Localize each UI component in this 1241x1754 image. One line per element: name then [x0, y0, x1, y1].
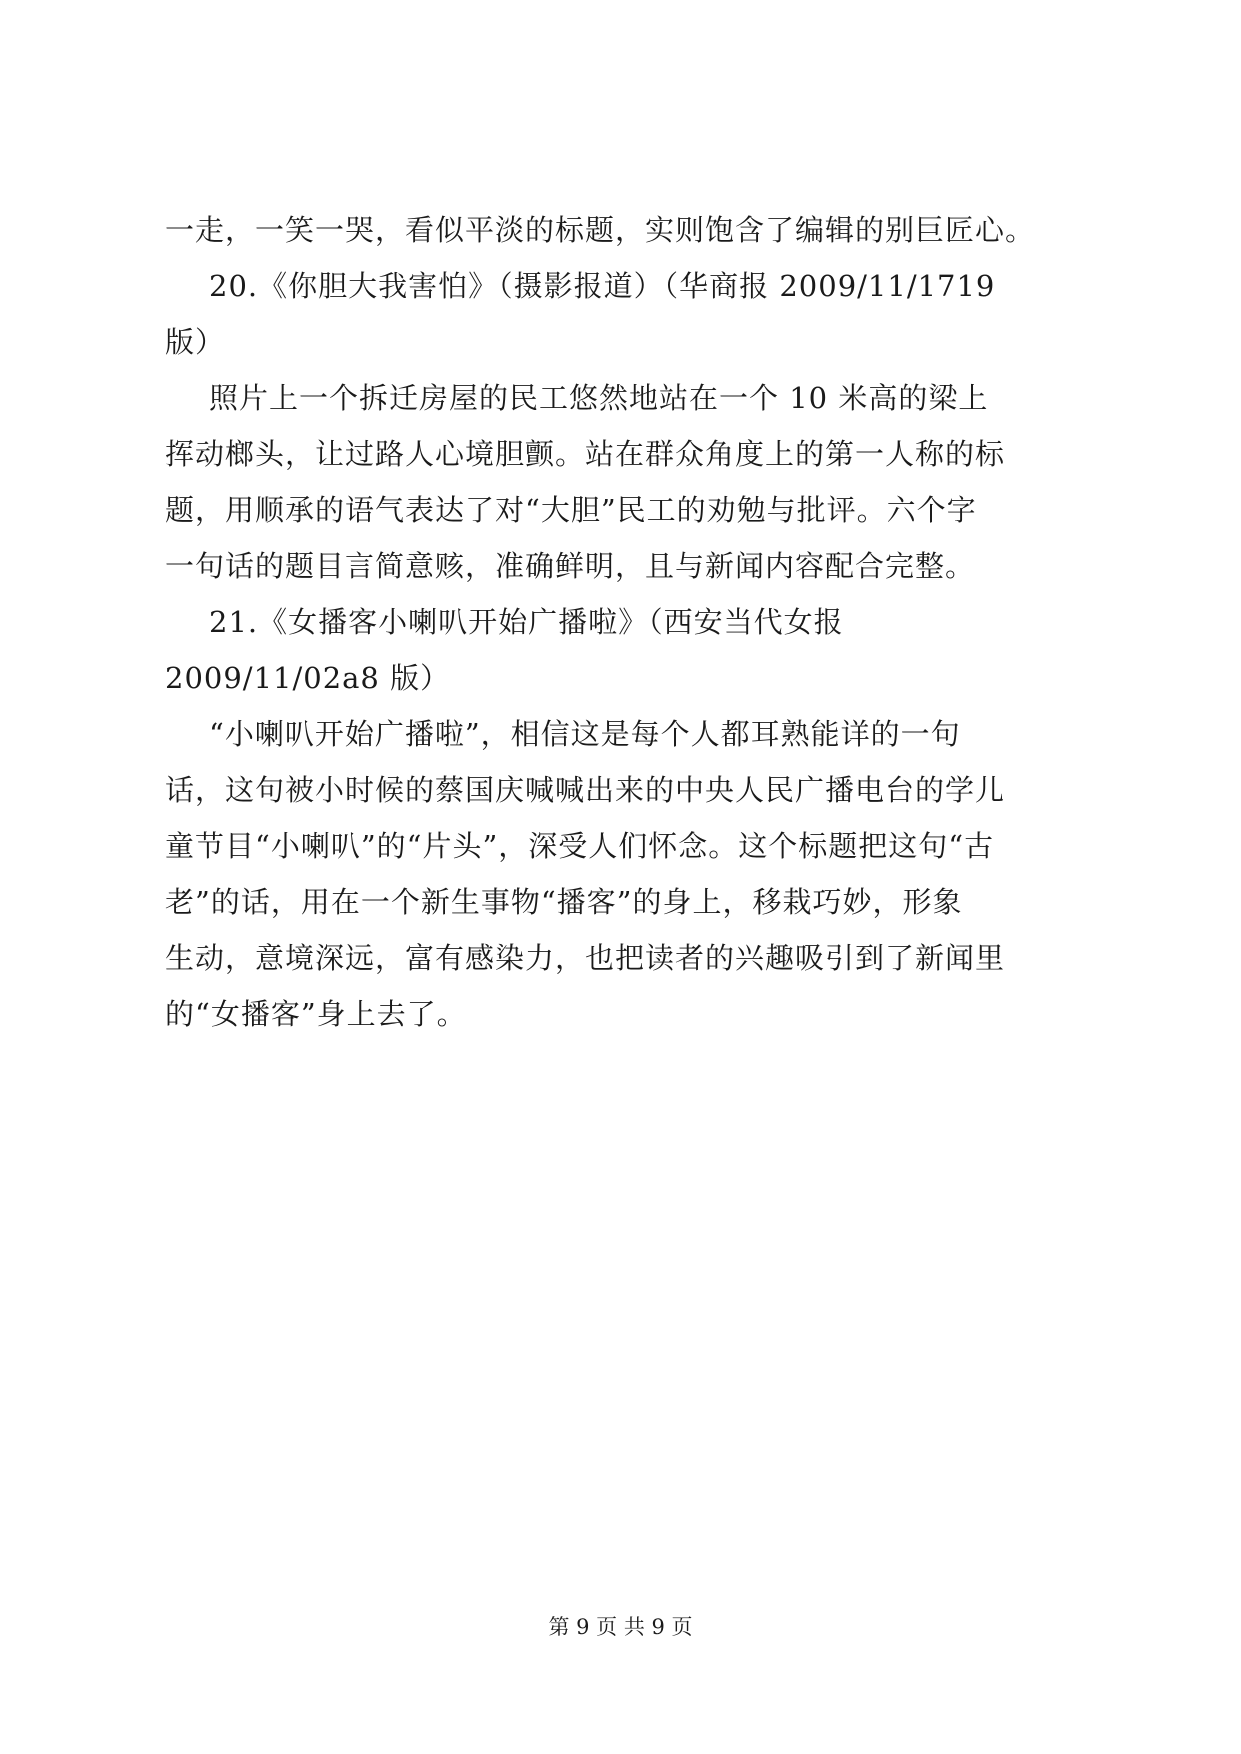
body-line: 的“女播客”身上去了。	[165, 997, 467, 1031]
body-line: 童节目“小喇叭”的“片头”，深受人们怀念。这个标题把这句“古	[165, 829, 995, 863]
body-line: 生动，意境深远，富有感染力，也把读者的兴趣吸引到了新闻里	[165, 941, 1006, 975]
body-line: 一句话的题目言简意赅，准确鲜明，且与新闻内容配合完整。	[165, 549, 976, 583]
body-line: 老”的话，用在一个新生事物“播客”的身上，移栽巧妙，形象	[165, 885, 963, 919]
body-line: 照片上一个拆迁房屋的民工悠然地站在一个 10 米高的梁上	[209, 381, 989, 415]
body-line: 挥动榔头，让过路人心境胆颤。站在群众角度上的第一人称的标	[165, 437, 1006, 471]
item-21-heading-cont: 2009/11/02a8 版）	[165, 661, 451, 695]
item-21-heading: 21.《女播客小喇叭开始广播啦》（西安当代女报	[209, 605, 844, 639]
page-number-footer: 第 9 页 共 9 页	[548, 1615, 693, 1639]
item-20-heading-cont: 版）	[165, 325, 226, 359]
item-20-heading: 20.《你胆大我害怕》（摄影报道）（华商报 2009/11/1719	[209, 269, 996, 303]
body-line: 话，这句被小时候的蔡国庆喊喊出来的中央人民广播电台的学儿	[165, 773, 1006, 807]
body-line: 一走，一笑一哭，看似平淡的标题，实则饱含了编辑的别巨匠心。	[165, 213, 1036, 247]
body-line: “小喇叭开始广播啦”，相信这是每个人都耳熟能详的一句	[209, 717, 961, 751]
body-line: 题，用顺承的语气表达了对“大胆”民工的劝勉与批评。六个字	[165, 493, 977, 527]
